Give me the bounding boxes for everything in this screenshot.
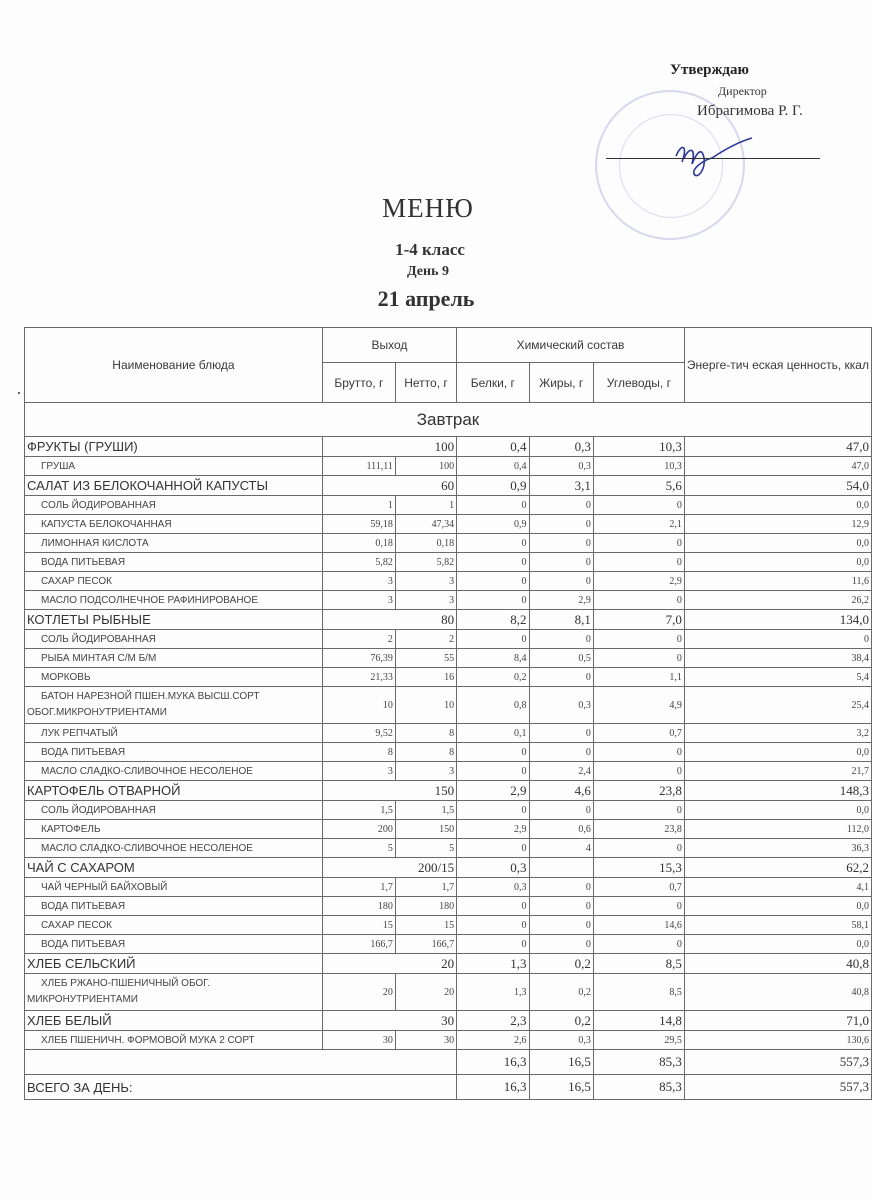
netto-value: 150 (395, 820, 456, 839)
ingredient-row (25, 916, 872, 935)
item-name: КАПУСТА БЕЛОКОЧАННАЯ (25, 515, 323, 534)
item-name: МАСЛО СЛАДКО-СЛИВОЧНОЕ НЕСОЛЕНОЕ (25, 762, 323, 781)
fat-value: 0,2 (529, 954, 593, 974)
item-name: МОРКОВЬ (25, 668, 323, 687)
carbs-value: 0 (593, 649, 684, 668)
energy-value: 12,9 (684, 515, 871, 534)
brutto-value: 59,18 (322, 515, 395, 534)
item-name: ВОДА ПИТЬЕВАЯ (25, 935, 323, 954)
item-name: ЧАЙ ЧЕРНЫЙ БАЙХОВЫЙ (25, 878, 323, 897)
netto-value: 5,82 (395, 553, 456, 572)
item-name: РЫБА МИНТАЯ С/М Б/М (25, 649, 323, 668)
fat-value: 3,1 (529, 476, 593, 496)
dish-row (25, 476, 872, 496)
energy-value: 130,6 (684, 1031, 871, 1050)
fat-value: 0 (529, 743, 593, 762)
carbs-value: 0 (593, 801, 684, 820)
protein-value: 2,9 (457, 820, 529, 839)
protein-value: 0 (457, 743, 529, 762)
item-name: ВОДА ПИТЬЕВАЯ (25, 897, 323, 916)
fat-value: 0 (529, 534, 593, 553)
ingredient-row (25, 820, 872, 839)
item-name: КОТЛЕТЫ РЫБНЫЕ (25, 610, 323, 630)
carbs-value: 0 (593, 496, 684, 515)
ingredient-row (25, 1031, 872, 1050)
item-name: САЛАТ ИЗ БЕЛОКОЧАННОЙ КАПУСТЫ (25, 476, 323, 496)
col-header-brutto: Брутто, г (322, 363, 395, 403)
col-header-fat: Жиры, г (529, 363, 593, 403)
energy-value: 0,0 (684, 935, 871, 954)
ingredient-row (25, 974, 872, 1011)
total-fat: 16,5 (529, 1075, 593, 1100)
energy-value: 26,2 (684, 591, 871, 610)
brutto-value: 2 (322, 630, 395, 649)
brutto-value: 166,7 (322, 935, 395, 954)
brutto-value: 76,39 (322, 649, 395, 668)
carbs-value: 0 (593, 553, 684, 572)
carbs-value: 0 (593, 591, 684, 610)
netto-value: 15 (395, 916, 456, 935)
protein-value: 0 (457, 897, 529, 916)
total-energy: 557,3 (684, 1075, 871, 1100)
energy-value: 62,2 (684, 858, 871, 878)
brutto-value: 8 (322, 743, 395, 762)
brutto-value: 10 (322, 687, 395, 724)
energy-value: 40,8 (684, 974, 871, 1011)
brutto-value: 15 (322, 916, 395, 935)
energy-value: 40,8 (684, 954, 871, 974)
item-name: ЛИМОННАЯ КИСЛОТА (25, 534, 323, 553)
carbs-value: 0 (593, 534, 684, 553)
output-value: 200/15 (322, 858, 456, 878)
dish-row (25, 1011, 872, 1031)
ingredient-row (25, 630, 872, 649)
item-name: СОЛЬ ЙОДИРОВАННАЯ (25, 801, 323, 820)
fat-value: 0,3 (529, 687, 593, 724)
netto-value: 100 (395, 457, 456, 476)
carbs-value: 0 (593, 839, 684, 858)
netto-value: 3 (395, 572, 456, 591)
total-carbs: 85,3 (593, 1075, 684, 1100)
fat-value: 0,3 (529, 1031, 593, 1050)
energy-value: 0,0 (684, 801, 871, 820)
protein-value: 8,4 (457, 649, 529, 668)
energy-value: 47,0 (684, 437, 871, 457)
output-value: 60 (322, 476, 456, 496)
carbs-value: 0 (593, 897, 684, 916)
ingredient-row (25, 591, 872, 610)
output-value: 100 (322, 437, 456, 457)
carbs-value: 4,9 (593, 687, 684, 724)
energy-value: 0 (684, 630, 871, 649)
ingredient-row (25, 572, 872, 591)
protein-value: 0,4 (457, 437, 529, 457)
carbs-value: 10,3 (593, 437, 684, 457)
carbs-value: 2,9 (593, 572, 684, 591)
fat-value: 0 (529, 801, 593, 820)
energy-value: 54,0 (684, 476, 871, 496)
netto-value: 20 (395, 974, 456, 1011)
carbs-value: 23,8 (593, 820, 684, 839)
brutto-value: 1,5 (322, 801, 395, 820)
fat-value: 0 (529, 572, 593, 591)
carbs-value: 0,7 (593, 878, 684, 897)
item-name: ВОДА ПИТЬЕВАЯ (25, 553, 323, 572)
ingredient-row (25, 762, 872, 781)
signature-line (606, 158, 820, 159)
fat-value: 0 (529, 878, 593, 897)
netto-value: 8 (395, 724, 456, 743)
col-header-netto: Нетто, г (395, 363, 456, 403)
energy-value: 148,3 (684, 781, 871, 801)
item-name: ЧАЙ С САХАРОМ (25, 858, 323, 878)
fat-value: 2,9 (529, 591, 593, 610)
protein-value: 0 (457, 534, 529, 553)
output-value: 30 (322, 1011, 456, 1031)
protein-value: 2,3 (457, 1011, 529, 1031)
fat-value: 0,3 (529, 437, 593, 457)
dish-row (25, 610, 872, 630)
netto-value: 10 (395, 687, 456, 724)
col-header-protein: Белки, г (457, 363, 529, 403)
fat-value: 8,1 (529, 610, 593, 630)
dish-row (25, 437, 872, 457)
carbs-value: 1,1 (593, 668, 684, 687)
protein-value: 0,9 (457, 515, 529, 534)
fat-value: 2,4 (529, 762, 593, 781)
energy-value: 3,2 (684, 724, 871, 743)
dish-row (25, 781, 872, 801)
protein-value: 0 (457, 591, 529, 610)
protein-value: 0,1 (457, 724, 529, 743)
protein-value: 0 (457, 630, 529, 649)
protein-value: 0 (457, 801, 529, 820)
fat-value: 0,2 (529, 974, 593, 1011)
energy-value: 0,0 (684, 496, 871, 515)
subtotal-label (25, 1050, 457, 1075)
protein-value: 0 (457, 553, 529, 572)
ingredient-row (25, 515, 872, 534)
item-name: ГРУША (25, 457, 323, 476)
item-name: СОЛЬ ЙОДИРОВАННАЯ (25, 496, 323, 515)
ingredient-row (25, 649, 872, 668)
output-value: 150 (322, 781, 456, 801)
subtotal-energy: 557,3 (684, 1050, 871, 1075)
ingredient-row (25, 743, 872, 762)
energy-value: 11,6 (684, 572, 871, 591)
fat-value: 0 (529, 916, 593, 935)
subtotal-row (25, 1050, 872, 1075)
ingredient-row (25, 897, 872, 916)
col-header-energy: Энерге-тич еская ценность, ккал (684, 328, 871, 403)
protein-value: 0,3 (457, 878, 529, 897)
brutto-value: 111,11 (322, 457, 395, 476)
brutto-value: 3 (322, 591, 395, 610)
brutto-value: 9,52 (322, 724, 395, 743)
item-name: КАРТОФЕЛЬ (25, 820, 323, 839)
brutto-value: 1,7 (322, 878, 395, 897)
protein-value: 2,9 (457, 781, 529, 801)
energy-value: 4,1 (684, 878, 871, 897)
ingredient-row (25, 839, 872, 858)
fat-value: 0,2 (529, 1011, 593, 1031)
output-value: 20 (322, 954, 456, 974)
netto-value: 0,18 (395, 534, 456, 553)
fat-value: 0 (529, 897, 593, 916)
carbs-value: 14,6 (593, 916, 684, 935)
brutto-value: 180 (322, 897, 395, 916)
ingredient-row (25, 801, 872, 820)
fat-value: 0 (529, 668, 593, 687)
carbs-value: 0,7 (593, 724, 684, 743)
carbs-value: 29,5 (593, 1031, 684, 1050)
carbs-value: 8,5 (593, 974, 684, 1011)
netto-value: 2 (395, 630, 456, 649)
dish-row (25, 858, 872, 878)
total-protein: 16,3 (457, 1075, 529, 1100)
col-header-name: Наименование блюда (25, 328, 323, 403)
netto-value: 16 (395, 668, 456, 687)
netto-value: 180 (395, 897, 456, 916)
protein-value: 0,9 (457, 476, 529, 496)
page-title: МЕНЮ (382, 193, 474, 223)
protein-value: 0 (457, 839, 529, 858)
energy-value: 21,7 (684, 762, 871, 781)
day-label: День 9 (407, 264, 449, 279)
date-label: 21 апрель (377, 286, 475, 311)
section-breakfast: Завтрак (25, 403, 872, 437)
netto-value: 8 (395, 743, 456, 762)
carbs-value: 8,5 (593, 954, 684, 974)
carbs-value: 0 (593, 743, 684, 762)
protein-value: 8,2 (457, 610, 529, 630)
subtotal-protein: 16,3 (457, 1050, 529, 1075)
carbs-value: 0 (593, 935, 684, 954)
protein-value: 0,3 (457, 858, 529, 878)
approval-name: Ибрагимова Р. Г. (697, 103, 803, 119)
item-name: СОЛЬ ЙОДИРОВАННАЯ (25, 630, 323, 649)
energy-value: 134,0 (684, 610, 871, 630)
item-name: САХАР ПЕСОК (25, 572, 323, 591)
protein-value: 0 (457, 916, 529, 935)
protein-value: 0,4 (457, 457, 529, 476)
netto-value: 30 (395, 1031, 456, 1050)
brutto-value: 0,18 (322, 534, 395, 553)
approval-title: Утверждаю (670, 62, 749, 78)
netto-value: 47,34 (395, 515, 456, 534)
netto-value: 1 (395, 496, 456, 515)
menu-table (24, 327, 872, 1100)
class-label: 1-4 класс (395, 240, 465, 259)
item-name: КАРТОФЕЛЬ ОТВАРНОЙ (25, 781, 323, 801)
item-name: ХЛЕБ РЖАНО-ПШЕНИЧНЫЙ ОБОГ. МИКРОНУТРИЕНТАМИ (25, 974, 323, 1011)
approval-role: Директор (718, 84, 767, 98)
carbs-value: 2,1 (593, 515, 684, 534)
fat-value: 0 (529, 724, 593, 743)
fat-value: 0 (529, 553, 593, 572)
energy-value: 58,1 (684, 916, 871, 935)
fat-value: 4,6 (529, 781, 593, 801)
fat-value: 0,6 (529, 820, 593, 839)
energy-value: 71,0 (684, 1011, 871, 1031)
item-name: ХЛЕБ ПШЕНИЧН. ФОРМОВОЙ МУКА 2 СОРТ (25, 1031, 323, 1050)
ingredient-row (25, 935, 872, 954)
ingredient-row (25, 724, 872, 743)
fat-value: 0,3 (529, 457, 593, 476)
subtotal-fat: 16,5 (529, 1050, 593, 1075)
energy-value: 38,4 (684, 649, 871, 668)
col-header-carbs: Углеводы, г (593, 363, 684, 403)
output-value: 80 (322, 610, 456, 630)
carbs-value: 0 (593, 630, 684, 649)
ingredient-row (25, 496, 872, 515)
dish-row (25, 954, 872, 974)
carbs-value: 7,0 (593, 610, 684, 630)
fat-value: 0 (529, 935, 593, 954)
item-name: ХЛЕБ БЕЛЫЙ (25, 1011, 323, 1031)
item-name: МАСЛО СЛАДКО-СЛИВОЧНОЕ НЕСОЛЕНОЕ (25, 839, 323, 858)
day-total-row (25, 1075, 872, 1100)
netto-value: 5 (395, 839, 456, 858)
energy-value: 0,0 (684, 743, 871, 762)
energy-value: 5,4 (684, 668, 871, 687)
item-name: БАТОН НАРЕЗНОЙ ПШЕН.МУКА ВЫСШ.СОРТ ОБОГ.МИКРОНУТРИЕНТАМИ (25, 687, 323, 724)
protein-value: 1,3 (457, 974, 529, 1011)
protein-value: 0 (457, 762, 529, 781)
brutto-value: 5 (322, 839, 395, 858)
item-name: МАСЛО ПОДСОЛНЕЧНОЕ РАФИНИРОВАНОЕ (25, 591, 323, 610)
fat-value: 0 (529, 496, 593, 515)
netto-value: 55 (395, 649, 456, 668)
col-header-chem: Химический состав (457, 328, 685, 363)
carbs-value: 5,6 (593, 476, 684, 496)
carbs-value: 14,8 (593, 1011, 684, 1031)
col-header-output: Выход (322, 328, 456, 363)
protein-value: 1,3 (457, 954, 529, 974)
brutto-value: 1 (322, 496, 395, 515)
carbs-value: 10,3 (593, 457, 684, 476)
item-name: ВОДА ПИТЬЕВАЯ (25, 743, 323, 762)
netto-value: 1,7 (395, 878, 456, 897)
brutto-value: 200 (322, 820, 395, 839)
energy-value: 0,0 (684, 553, 871, 572)
brutto-value: 3 (322, 762, 395, 781)
netto-value: 3 (395, 762, 456, 781)
protein-value: 0 (457, 572, 529, 591)
protein-value: 2,6 (457, 1031, 529, 1050)
fat-value (529, 858, 593, 878)
carbs-value: 23,8 (593, 781, 684, 801)
energy-value: 0,0 (684, 897, 871, 916)
energy-value: 25,4 (684, 687, 871, 724)
carbs-value: 0 (593, 762, 684, 781)
day-total-label: ВСЕГО ЗА ДЕНЬ: (25, 1075, 457, 1100)
brutto-value: 3 (322, 572, 395, 591)
protein-value: 0 (457, 496, 529, 515)
protein-value: 0,2 (457, 668, 529, 687)
item-name: ХЛЕБ СЕЛЬСКИЙ (25, 954, 323, 974)
carbs-value: 15,3 (593, 858, 684, 878)
item-name: САХАР ПЕСОК (25, 916, 323, 935)
ingredient-row (25, 457, 872, 476)
energy-value: 112,0 (684, 820, 871, 839)
ingredient-row (25, 878, 872, 897)
ingredient-row (25, 553, 872, 572)
subtotal-carbs: 85,3 (593, 1050, 684, 1075)
ingredient-row (25, 668, 872, 687)
netto-value: 3 (395, 591, 456, 610)
energy-value: 0,0 (684, 534, 871, 553)
brutto-value: 30 (322, 1031, 395, 1050)
fat-value: 0 (529, 630, 593, 649)
brutto-value: 5,82 (322, 553, 395, 572)
energy-value: 36,3 (684, 839, 871, 858)
fat-value: 4 (529, 839, 593, 858)
fat-value: 0,5 (529, 649, 593, 668)
energy-value: 47,0 (684, 457, 871, 476)
ingredient-row (25, 687, 872, 724)
item-name: ФРУКТЫ (ГРУШИ) (25, 437, 323, 457)
scan-speck (18, 392, 20, 394)
protein-value: 0,8 (457, 687, 529, 724)
ingredient-row (25, 534, 872, 553)
brutto-value: 21,33 (322, 668, 395, 687)
item-name: ЛУК РЕПЧАТЫЙ (25, 724, 323, 743)
protein-value: 0 (457, 935, 529, 954)
fat-value: 0 (529, 515, 593, 534)
netto-value: 166,7 (395, 935, 456, 954)
brutto-value: 20 (322, 974, 395, 1011)
netto-value: 1,5 (395, 801, 456, 820)
